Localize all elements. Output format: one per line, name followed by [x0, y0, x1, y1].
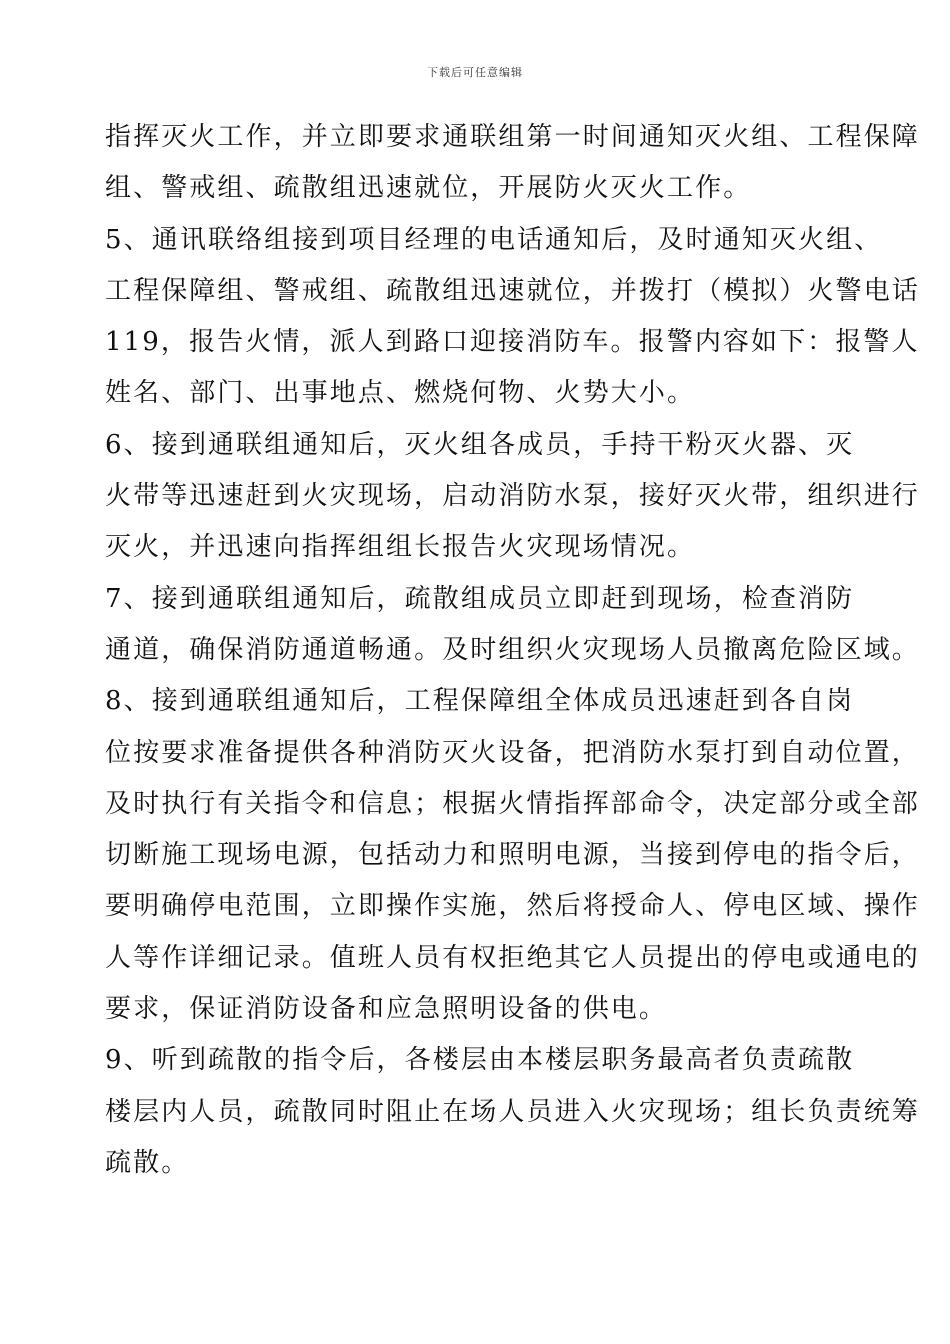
- paragraph-line: 灭火，并迅速向指挥组组长报告火灾现场情况。: [105, 532, 696, 563]
- paragraph-line: 火带等迅速赶到火灾现场，启动消防水泵，接好灭火带，组织进行: [105, 481, 920, 512]
- paragraph-line: 5、通讯联络组接到项目经理的电话通知后，及时通知灭火组、: [105, 224, 883, 255]
- paragraph-line: 楼层内人员，疏散同时阻止在场人员进入火灾现场；组长负责统筹: [105, 1096, 920, 1127]
- paragraph-line: 切断施工现场电源，包括动力和照明电源，当接到停电的指令后，: [105, 840, 920, 871]
- paragraph-line: 人等作详细记录。值班人员有权拒绝其它人员提出的停电或通电的: [105, 942, 920, 973]
- paragraph-line: 及时执行有关指令和信息；根据火情指挥部命令，决定部分或全部: [105, 788, 920, 819]
- paragraph-line: 要明确停电范围，立即操作实施，然后将授命人、停电区域、操作: [105, 891, 920, 922]
- paragraph: [105, 1035, 920, 1189]
- paragraph-line: 位按要求准备提供各种消防灭火设备，把消防水泵打到自动位置，: [105, 737, 920, 768]
- paragraph-line: 9、听到疏散的指令后，各楼层由本楼层职务最高者负责疏散: [105, 1045, 855, 1076]
- paragraph: [105, 676, 920, 1035]
- paragraph-line: 8、接到通联组通知后，工程保障组全体成员迅速赶到各自岗: [105, 686, 855, 717]
- paragraph-line: 组、警戒组、疏散组迅速就位，开展防火灭火工作。: [105, 173, 752, 204]
- paragraph-line: 姓名、部门、出事地点、燃烧何物、火势大小。: [105, 378, 696, 409]
- paragraph-line: 6、接到通联组通知后，灭火组各成员，手持干粉灭火器、灭: [105, 429, 855, 460]
- paragraph: [105, 215, 920, 420]
- page-header-note: 下载后可任意编辑: [427, 66, 523, 79]
- paragraph-line: 疏散。: [105, 1147, 190, 1178]
- paragraph-line: 指挥灭火工作，并立即要求通联组第一时间通知灭火组、工程保障: [105, 122, 920, 152]
- paragraph-line: 通道，确保消防通道畅通。及时组织火灾现场人员撤离危险区域。: [105, 634, 920, 665]
- paragraph-line: 工程保障组、警戒组、疏散组迅速就位，并拨打（模拟）火警电话: [105, 275, 920, 306]
- paragraph-line: 119，报告火情，派人到路口迎接消防车。报警内容如下：报警人: [105, 327, 920, 358]
- paragraph: [105, 420, 920, 574]
- paragraph-line: 要求，保证消防设备和应急照明设备的供电。: [105, 994, 668, 1025]
- paragraph: [105, 574, 920, 677]
- paragraph-line: 7、接到通联组通知后，疏散组成员立即赶到现场，检查消防: [105, 583, 855, 614]
- paragraph: [105, 112, 920, 215]
- document-body: [105, 112, 920, 1189]
